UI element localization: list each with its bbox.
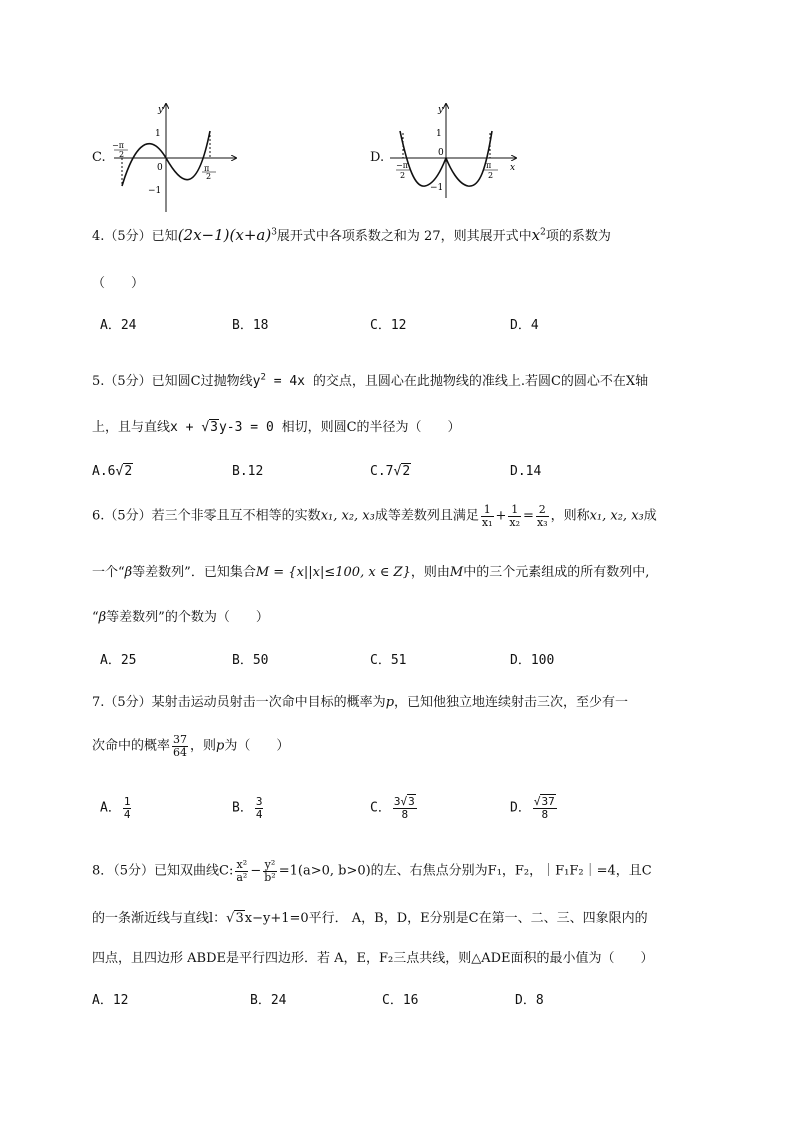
q6-frac-1-den: x₁ <box>481 515 493 529</box>
q6-line1-pre: 6.（5分）若三个非零且互不相等的实数 <box>92 508 321 524</box>
q8-minus: − <box>250 863 262 879</box>
q4-option-b[interactable]: B．18 <box>232 318 269 333</box>
q7-frac-den: 64 <box>173 745 188 759</box>
q7-option-c-label: C． <box>370 800 391 816</box>
q7-option-c-den: 8 <box>401 807 409 821</box>
q7-option-d-den: 8 <box>541 807 549 821</box>
q7-option-b-label: B． <box>232 800 253 816</box>
q8-option-d[interactable]: D．8 <box>515 993 544 1008</box>
graph-c-plot <box>92 98 242 218</box>
graph-d-two-right: 2 <box>488 171 494 180</box>
q7-option-b-den: 4 <box>255 807 263 821</box>
q4-stem-pre: 4.（5分）已知 <box>92 229 178 244</box>
graph-d-plot <box>370 98 530 218</box>
q4-option-d[interactable]: D．4 <box>510 318 539 333</box>
graph-c-zero: 0 <box>157 163 163 173</box>
q7-frac <box>172 734 188 758</box>
q6-line2-post: ，则由 <box>410 565 450 580</box>
graph-d <box>370 98 530 218</box>
q4-var-exp: 2 <box>540 227 546 238</box>
q5-line-eq: x + √3y-3 = 0 <box>170 420 282 435</box>
q8-line1-pre: 8．（5分）已知双曲线C: <box>92 863 234 879</box>
q6-frac-2 <box>508 504 521 528</box>
q5-line1-post: 的交点，且圆心在此抛物线的准线上.若圆C的圆心不在X轴 <box>312 374 649 389</box>
q7-option-c-frac <box>393 796 417 820</box>
q6-line3-pre: “ <box>92 610 99 625</box>
q6-frac-2-den: x₂ <box>509 515 521 529</box>
q5-line2-pre: 上，且与直线 <box>92 420 171 435</box>
q7-option-b-num: 3 <box>255 795 263 808</box>
q7-option-c-num-root: 3 <box>408 795 415 808</box>
q4-option-a[interactable]: A．24 <box>100 318 137 333</box>
graph-d-zero: 0 <box>438 148 444 158</box>
q8-line2-post: x−y+1=0平行． A，B，D，E分别是C在第一、二、三、四象限内的 <box>244 911 648 926</box>
q6-frac-1-num: 1 <box>481 504 494 517</box>
q8-option-b[interactable]: B．24 <box>250 993 287 1008</box>
q5-line2 <box>92 416 461 435</box>
q7-option-a-den: 4 <box>123 807 131 821</box>
q7-option-c-num-coef: 3 <box>393 795 401 808</box>
q4-exp: 3 <box>271 227 277 238</box>
q7-line2 <box>92 734 289 758</box>
graph-c-y: y <box>158 105 164 115</box>
graph-c-one: 1 <box>155 129 161 139</box>
q6-eq: = <box>523 508 534 524</box>
q7-option-b-frac <box>255 796 264 820</box>
q5-line1-pre: 5.（5分）已知圆C过抛物线 <box>92 374 253 389</box>
q7-option-a-num: 1 <box>123 795 131 808</box>
q6-frac-2-num: 1 <box>508 504 521 517</box>
q8-line1-post: =1(a>0, b>0)的左、右焦点分别为F₁，F₂，｜F₁F₂｜=4，且C <box>278 863 652 879</box>
q5-option-b[interactable]: B.12 <box>232 464 264 479</box>
q8-frac-2-num: y² <box>264 858 276 871</box>
q6-line1-end: 成 <box>643 508 657 524</box>
q7-option-c[interactable] <box>370 796 419 820</box>
q8-line2-pre: 的一条渐近线与直线l： <box>92 911 227 926</box>
q7-frac-num: 37 <box>173 733 188 746</box>
q7-option-a[interactable] <box>100 796 133 820</box>
graph-c-neg-one: −1 <box>148 186 162 196</box>
q6-m: M <box>449 565 464 580</box>
q6-option-d[interactable]: D．100 <box>510 653 555 668</box>
q5-parabola-exp: 2 <box>260 372 266 383</box>
q6-option-c[interactable]: C．51 <box>370 653 407 668</box>
q7-line2-post: 为（ ） <box>224 738 290 754</box>
graph-c-neg-pi: −π <box>112 141 124 150</box>
q6-beta-2: β <box>98 610 107 625</box>
q6-beta: β <box>124 565 133 580</box>
q7-option-d[interactable] <box>510 796 559 820</box>
q8-root: 3 <box>235 911 244 926</box>
q4-stem <box>92 225 611 244</box>
q5-option-c[interactable]: C.7√2 <box>370 464 411 479</box>
q5-parabola <box>253 374 313 389</box>
q5-line2-post: 相切，则圆C的半径为（ ） <box>281 420 461 435</box>
graph-d-neg-one: −1 <box>430 183 444 193</box>
q5-line1 <box>92 370 648 389</box>
q6-vars: x₁, x₂, x₃ <box>320 508 375 524</box>
q5-line-eq-root: 3 <box>210 420 218 435</box>
q8-frac-1-den: a² <box>236 870 248 884</box>
q4-var: x <box>531 226 541 244</box>
graph-c-label: C. <box>92 150 106 165</box>
q7-p: p <box>385 695 395 710</box>
graph-d-one: 1 <box>436 129 442 139</box>
q8-line3: 四点，且四边形 ABDE是平行四边形．若 A，E，F₂三点共线，则△ADE面积的最小值为（ ） <box>92 951 654 966</box>
q8-line2: 的一条渐近线与直线l：√3x−y+1=0平行． A，B，D，E分别是C在第一、二、三、四象限内的 <box>92 911 648 926</box>
q4-stem-mid: 展开式中各项系数之和为 27，则其展开式中 <box>276 229 532 244</box>
q6-line3-post: 等差数列”的个数为（ ） <box>106 610 269 625</box>
q7-line1-post: ，已知他独立地连续射击三次，至少有一 <box>394 695 629 710</box>
q6-frac-3-den: x₃ <box>536 515 548 529</box>
q4-paren: （ ） <box>92 276 145 291</box>
q6-vars2: x₁, x₂, x₃ <box>589 508 644 524</box>
q7-line2-pre: 次命中的概率 <box>92 738 171 754</box>
q7-option-d-num-root: 37 <box>541 795 555 808</box>
q7-option-a-label: A． <box>100 800 121 816</box>
q5-option-d[interactable]: D.14 <box>510 464 542 479</box>
q8-frac-2-den: b² <box>264 870 276 884</box>
q4-stem-end: 项的系数为 <box>545 229 611 244</box>
q6-line2-end: 中的三个元素组成的所有数列中, <box>463 565 650 580</box>
q6-set: M = {x||x|≤100, x ∈ Z} <box>255 565 411 580</box>
q8-line1 <box>92 859 652 883</box>
q4-expr: (2x−1)(x+a) <box>177 226 272 244</box>
q5-line-eq-a: x + <box>170 420 202 435</box>
graph-c-pos-pi: π <box>204 164 210 173</box>
q5-option-c-root: 2 <box>402 464 411 479</box>
q8-frac-1 <box>235 859 248 883</box>
q5-option-a[interactable]: A.6√2 <box>92 464 133 479</box>
q6-frac-3-num: 2 <box>536 504 549 517</box>
q7-option-d-num: √37 <box>533 795 555 808</box>
q6-plus: + <box>495 508 507 524</box>
q5-option-a-pre: A.6 <box>92 464 116 479</box>
q4-option-c[interactable]: C．12 <box>370 318 407 333</box>
q7-option-b[interactable] <box>232 796 265 820</box>
q8-option-c[interactable]: C．16 <box>382 993 419 1008</box>
q6-line2 <box>92 561 649 580</box>
q6-frac-1 <box>481 504 494 528</box>
graph-d-neg-pi: −π <box>396 161 408 170</box>
q7-line2-mid: ，则 <box>190 738 217 754</box>
q6-line3 <box>92 606 269 625</box>
q7-option-d-label: D． <box>510 800 531 816</box>
graph-d-label: D. <box>370 150 385 165</box>
graph-d-x: x <box>510 163 516 173</box>
q6-option-b[interactable]: B．50 <box>232 653 269 668</box>
q7-line1 <box>92 691 628 710</box>
q7-line1-pre: 7.（5分）某射击运动员射击一次命中目标的概率为 <box>92 695 386 710</box>
q5-parabola-var: y <box>252 374 261 389</box>
q7-option-c-num: 3√3 <box>393 795 415 808</box>
q6-frac-3 <box>536 504 549 528</box>
q7-p-2: p <box>216 738 225 754</box>
q8-frac-2 <box>263 859 276 883</box>
q7-option-d-frac <box>533 796 557 820</box>
q8-frac-1-num: x² <box>236 858 248 871</box>
q5-line-eq-b: y-3 = 0 <box>218 420 282 435</box>
q6-line2-pre: 一个“ <box>92 565 125 580</box>
q6-option-a[interactable]: A．25 <box>100 653 137 668</box>
q5-option-c-pre: C.7 <box>370 464 394 479</box>
q6-line2-mid: 等差数列”．已知集合 <box>132 565 256 580</box>
q5-option-a-root: 2 <box>124 464 133 479</box>
graph-d-two-left: 2 <box>400 171 406 180</box>
q7-option-a-frac <box>123 796 132 820</box>
q6-line1-post: ，则称 <box>550 508 590 524</box>
q6-line1 <box>92 504 657 528</box>
q5-parabola-rest: = 4x <box>265 374 313 389</box>
q6-line1-mid: 成等差数列且满足 <box>374 508 479 524</box>
graph-c <box>92 98 242 218</box>
q8-option-a[interactable]: A．12 <box>92 993 129 1008</box>
graph-c-two-right: 2 <box>206 172 212 181</box>
graph-c-two-left: 2 <box>119 150 125 159</box>
graph-d-pos-pi: π <box>486 161 492 170</box>
graph-d-y: y <box>438 105 444 115</box>
